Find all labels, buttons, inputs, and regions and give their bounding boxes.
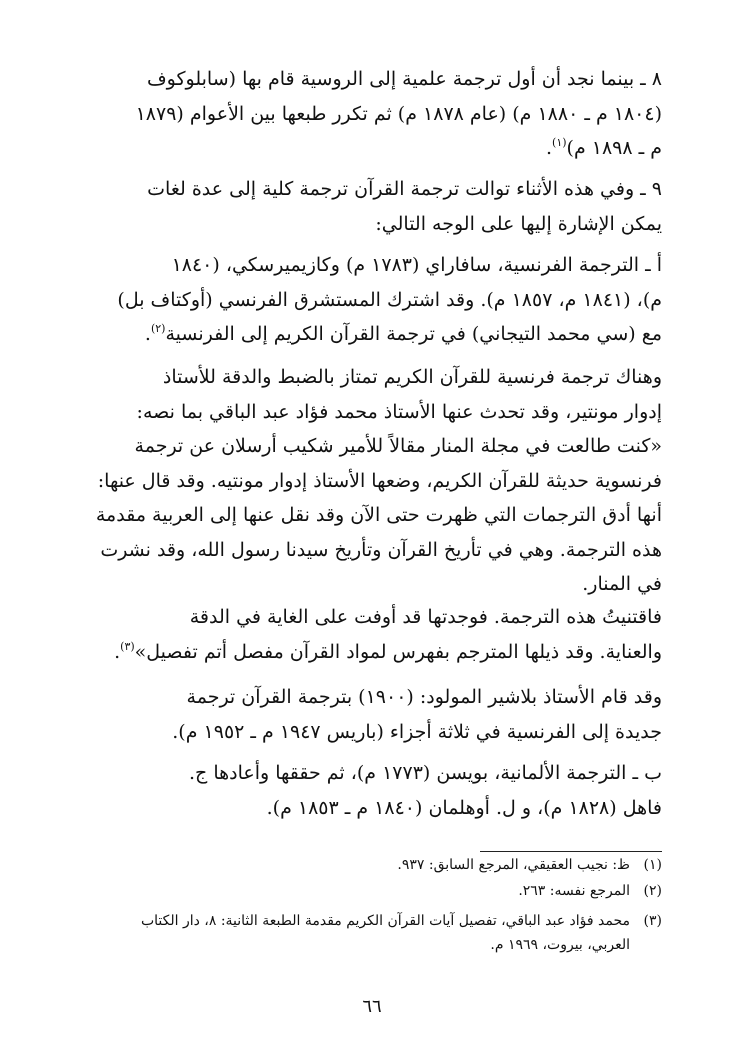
punctuation: . (144, 323, 151, 345)
text-segment: م ـ ١٨٩٨ م) (566, 137, 662, 159)
paragraph-russian-translation (78, 62, 662, 166)
text-segment: مع (سي محمد التيجاني) في ترجمة القرآن الكريم إلى الفرنسية (165, 323, 662, 345)
footnote-1 (70, 853, 662, 877)
text-line: فرنسوية حديثة للقرآن الكريم، وضعها الأستاذ إدوار مونتيه. وقد قال عنها: (97, 469, 662, 492)
footnote-number: (٣) (643, 913, 662, 929)
footnote-2 (70, 879, 662, 903)
paragraph-full-translations (78, 172, 662, 241)
punctuation: . (545, 137, 553, 159)
page-number: ٦٦ (362, 996, 382, 1017)
text-line (78, 317, 662, 352)
paragraph-montet-translation (78, 360, 662, 602)
text-line (78, 131, 662, 166)
text-line: هذه الترجمة. وهي في تأريخ القرآن وتأريخ سيدنا رسول الله، وقد نشرت (100, 538, 662, 561)
paragraph-german-translation (78, 756, 662, 825)
footnote-number: (٢) (643, 883, 662, 899)
footnote-text: ظ: نجيب العقيقي، المرجع السابق: ٩٣٧. (397, 857, 630, 873)
footnote-text-continued: العربي، بيروت، ١٩٦٩ م. (490, 937, 630, 953)
punctuation: . (114, 640, 121, 663)
text-line: في المنار. (582, 573, 662, 595)
text-line: أ ـ الترجمة الفرنسية، سافاراي (١٧٨٣ م) وكازيميرسكي، (١٨٤٠ (171, 254, 662, 276)
text-line: فاهل (١٨٢٨ م)، و ل. أوهلمان (١٨٤٠ م ـ ١٨٥٣ م). (266, 796, 662, 819)
text-line: فاقتنيتُ هذه الترجمة. فوجدتها قد أوفت على الغاية في الدقة (189, 606, 662, 628)
text-line: ٨ ـ بينما نجد أن أول ترجمة علمية إلى الروسية قام بها (سابلوكوف (146, 68, 662, 90)
footnote-3 (70, 909, 662, 957)
text-line: يمكن الإشارة إليها على الوجه التالي: (375, 212, 662, 235)
paragraph-quote-continuation (78, 600, 662, 669)
footnote-ref: (١) (552, 136, 567, 149)
footnote-text: محمد فؤاد عبد الباقي، تفصيل آيات القرآن الكريم مقدمة الطبعة الثانية: ٨، دار الكتاب (140, 913, 630, 929)
text-line: ٩ ـ وفي هذه الأثناء توالت ترجمة القرآن ترجمة كلية إلى عدة لغات (147, 178, 662, 200)
footnote-ref: (٣) (120, 639, 135, 653)
text-line: أنها أدق الترجمات التي ظهرت حتى الآن وقد نقل عنها إلى العربية مقدمة (95, 504, 662, 526)
text-line: جديدة إلى الفرنسية في ثلاثة أجزاء (باريس ١٩٤٧ م ـ ١٩٥٢ م). (172, 720, 662, 743)
text-line (78, 635, 662, 670)
text-segment: والعناية. وقد ذيلها المترجم بفهرس لمواد القرآن مفصل أتم تفصيل» (134, 640, 662, 663)
paragraph-blachere-translation (78, 680, 662, 749)
footnote-separator (480, 851, 662, 852)
text-line: «كنت طالعت في مجلة المنار مقالاً للأمير شكيب أرسلان عن ترجمة (134, 435, 662, 457)
text-line: (١٨٠٤ م ـ ١٨٨٠ م) (عام ١٨٧٨ م) ثم تكرر طبعها بين الأعوام (١٨٧٩ (135, 102, 662, 125)
text-line: م)، (١٨٤١ م، ١٨٥٧ م). وقد اشترك المستشرق الفرنسي (أوكتاف بل) (117, 288, 662, 311)
paragraph-french-translation (78, 248, 662, 352)
text-line: إدوار مونتير، وقد تحدث عنها الأستاذ محمد فؤاد عبد الباقي بما نصه: (136, 400, 662, 423)
footnote-text: المرجع نفسه: ٢٦٣. (518, 883, 630, 899)
text-line: وهناك ترجمة فرنسية للقرآن الكريم تمتاز بالضبط والدقة للأستاذ (162, 366, 662, 388)
text-line: وقد قام الأستاذ بلاشير المولود: (١٩٠٠) بترجمة القرآن ترجمة (186, 686, 662, 708)
footnote-ref: (٢) (150, 322, 166, 335)
text-line: ب ـ الترجمة الألمانية، بويسن (١٧٧٣ م)، ثم حققها وأعادها ج. (188, 762, 662, 784)
footnote-number: (١) (643, 857, 662, 873)
